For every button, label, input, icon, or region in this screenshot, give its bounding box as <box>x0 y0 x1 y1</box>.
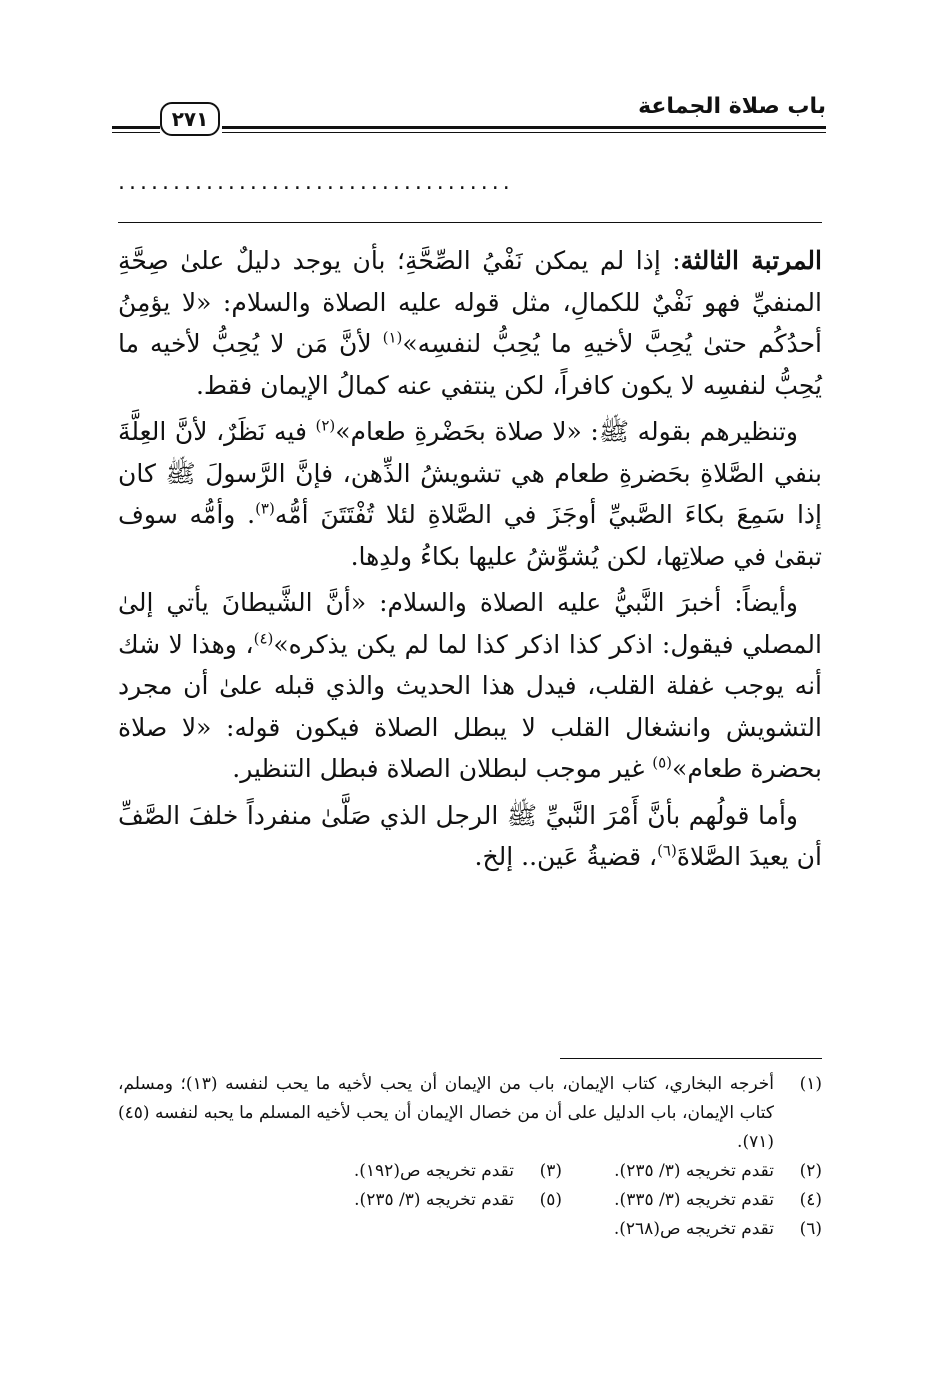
footnote-ref: (٣) <box>255 499 275 518</box>
footnote-pair-2-3 <box>118 1157 822 1186</box>
footnote-text: أخرجه البخاري، كتاب الإيمان، باب من الإيمان أن يحب لأخيه ما يحب لنفسه (١٣)؛ ومسلم، كتاب الإيمان، باب الدليل على أن من خصال الإيمان أن يحب لأخيه المسلم ما يحبه لنفسه (٤٥) (٧١). <box>118 1074 775 1152</box>
paragraph-lead: المرتبة الثالثة <box>680 246 822 275</box>
footnote-pair-4-5 <box>118 1186 822 1215</box>
footnote-4 <box>562 1186 822 1215</box>
footnote-ref: (٦) <box>657 841 677 860</box>
page-header <box>112 92 826 148</box>
paragraph-text: ، قضيةُ عَين.. إلخ. <box>474 842 658 871</box>
header-rule-left <box>112 126 160 133</box>
footnote-text: تقدم تخريجه (٣/ ٢٣٥). <box>354 1190 514 1210</box>
paragraph-text: . وأمُّه سوف تبقىٰ في صلاتِها، لكن يُشوِّشُ عليها بكاءُ ولدِها. <box>118 500 822 571</box>
paragraph-1 <box>118 240 822 406</box>
chapter-title: باب صلاة الجماعة <box>638 94 826 119</box>
footnote-text: تقدم تخريجه (٣/ ٣٣٥). <box>614 1190 774 1210</box>
paragraph-text: ، وهذا لا شك أنه يوجب غفلة القلب، فيدل هذا الحديث والذي قبله علىٰ أن مجرد التشويش وانشغال القلب لا يبطل الصلاة فيكون قوله: «لا صلاة بحضرة طعام» <box>118 629 822 783</box>
footnote-ref: (٢) <box>315 416 336 435</box>
footnote-number: (٥) <box>539 1190 562 1210</box>
footnote-ref: (١) <box>382 328 403 347</box>
footnote-number: (٢) <box>799 1161 822 1181</box>
ellipsis-separator: .................................... <box>118 170 514 195</box>
footnote-5 <box>302 1186 562 1215</box>
page-number: ٢٧١ <box>160 102 220 136</box>
footnote-number: (٦) <box>799 1219 822 1239</box>
top-divider <box>118 222 822 223</box>
paragraph-4 <box>118 795 822 878</box>
header-rule <box>222 126 826 133</box>
footnote-1 <box>118 1070 822 1157</box>
footnote-text: تقدم تخريجه ص(١٩٢). <box>353 1161 514 1181</box>
paragraph-text: غير موجب لبطلان الصلاة فبطل التنظير. <box>232 754 653 783</box>
footnote-6 <box>118 1215 822 1244</box>
footnote-text: تقدم تخريجه (٣/ ٢٣٥). <box>614 1161 774 1181</box>
main-text <box>118 240 822 883</box>
paragraph-text: لأنَّ مَن لا يُحِبُّ لأخيه ما يُحِبُّ لنفسِه لا يكون كافراً، لكن ينتفي عنه كمالُ الإيمان فقط. <box>118 329 822 400</box>
paragraph-3 <box>118 582 822 790</box>
footnote-2 <box>562 1157 822 1186</box>
footnotes <box>118 1070 822 1244</box>
footnote-3 <box>302 1157 562 1186</box>
footnote-divider <box>560 1058 822 1059</box>
paragraph-text: وتنظيرهم بقوله ﷺ: «لا صلاة بحَضْرةِ طعام» <box>335 417 798 446</box>
paragraph-text: وأما قولُهم بأنَّ أَمْرَ النَّبيِّ ﷺ الرجل الذي صَلَّىٰ منفرداً خلفَ الصَّفِّ أن يعيدَ الصَّلاةَ <box>118 800 822 871</box>
paragraph-2 <box>118 411 822 577</box>
paragraph-text: وأيضاً: أخبرَ النَّبيُّ عليه الصلاة والسلام: «أنَّ الشَّيطانَ يأتي إلىٰ المصلي فيقول: اذكر كذا اذكر كذا لما لم يكن يذكره» <box>118 588 822 659</box>
paragraph-text: : إذا لم يمكن نَفْيُ الصِّحَّةِ؛ بأن يوجد دليلٌ علىٰ صِحَّةِ المنفيِّ فهو نَفْيٌ للكمالِ، مثل قوله عليه الصلاة والسلام: «لا يؤمِنُ أحدُكُم حتىٰ يُحِبَّ لأخيهِ ما يُحِبُّ لنفسِه» <box>118 246 823 358</box>
footnote-text: تقدم تخريجه ص(٢٦٨). <box>613 1219 774 1239</box>
footnote-ref: (٥) <box>652 753 673 772</box>
footnote-number: (٤) <box>799 1190 822 1210</box>
footnote-number: (٣) <box>539 1161 562 1181</box>
footnote-ref: (٤) <box>253 629 274 648</box>
footnote-number: (١) <box>799 1074 822 1094</box>
paragraph-text: فيه نَظَرٌ، لأنَّ العِلَّةَ بنفي الصَّلاةِ بحَضرةِ طعام هي تشويشُ الذِّهن، فإنَّ الرَّسولَ ﷺ كان إذا سَمِعَ بكاءَ الصَّبيِّ أوجَزَ في الصَّلاةِ لئلا تُفْتَتَنَ أمُّه <box>118 417 822 529</box>
